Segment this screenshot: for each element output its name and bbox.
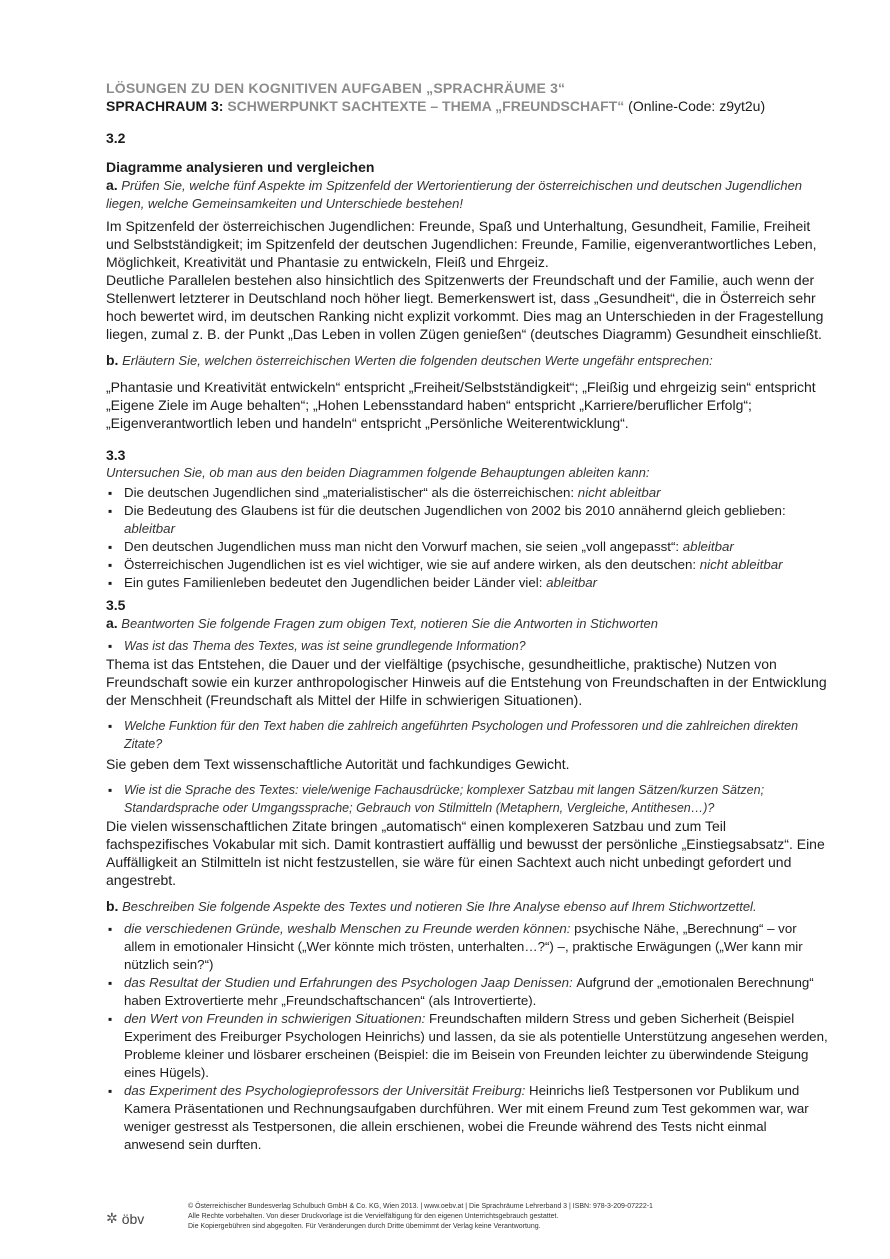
answer-paragraph: Sie geben dem Text wissenschaftliche Autorität und fachkundiges Gewicht. (106, 756, 570, 772)
copyright-line: © Österreichischer Bundesverlag Schulbuch GmbH & Co. KG, Wien 2013. | www.oebv.at | Die Sprachräume Lehrerband 3 | ISBN: 978-3-209-07222-1 (188, 1203, 653, 1210)
task-a (106, 176, 828, 213)
section-number-3-5: 3.5 (106, 597, 126, 613)
list-item (106, 538, 828, 556)
header-subtitle (106, 97, 828, 115)
claim-verdict: ableitbar (124, 521, 176, 536)
aspect-question: den Wert von Freunden in schwierigen Situationen: (124, 1011, 430, 1026)
task-text: Prüfen Sie, welche fünf Aspekte im Spitzenfeld der Wertorientierung der österreichischen und deutschen Jugendlichen liegen, welche Gemeinsamkeiten und Unterschiede bestehen! (106, 178, 803, 211)
page-content (106, 79, 828, 1154)
claim-text: Den deutschen Jugendlichen muss man nicht den Vorwurf machen, sie seien „voll angepasst“: (124, 539, 683, 554)
task-b (106, 351, 828, 370)
aspect-answer: Freundschaften mildern Stress und geben Sicherheit (Beispiel Experiment des Freiburger Psychologen Heinrichs) und lassen, da sie als potentielle Unterstützung angesehen werden, Probleme kleiner und lösbarer erscheinen (Beispiel: die im Beisein von Freunden leichter zu überwindende Steigung eines Hügels). (124, 1011, 828, 1080)
claim-verdict: nicht ableitbar (577, 485, 661, 500)
list-item (106, 1082, 828, 1154)
task-text: Beantworten Sie folgende Fragen zum obigen Text, notieren Sie die Antworten in Stichworten (117, 616, 658, 631)
section-number-3-3: 3.3 (106, 447, 126, 463)
aspect-question: das Resultat der Studien und Erfahrungen des Psychologen Jaap Denissen: (124, 975, 577, 990)
aspect-question: das Experiment des Psychologieprofessors der Universität Freiburg: (124, 1083, 529, 1098)
flower-icon: ✲ (106, 1210, 118, 1226)
task-label: a. (106, 177, 118, 193)
task-text: Beschreiben Sie folgende Aspekte des Textes und notieren Sie Ihre Analyse ebenso auf Ihrem Stichwortzettel. (118, 899, 757, 914)
task-label: b. (106, 898, 119, 914)
question-item: ▪ Was ist das Thema des Textes, was ist seine grundlegende Information? (106, 637, 828, 655)
list-item (106, 1010, 828, 1082)
claim-text: Die Bedeutung des Glaubens ist für die deutschen Jugendlichen von 2002 bis 2010 annähernd gleich geblieben: (124, 503, 786, 518)
task-text: Erläutern Sie, welchen österreichischen Werten die folgenden deutschen Werte ungefähr entsprechen: (118, 353, 713, 368)
list-item (106, 974, 828, 1010)
answer-paragraph: „Phantasie und Kreativität entwickeln“ entspricht „Freiheit/Selbstständigkeit“; „Fleißig und ehrgeizig sein“ entspricht „Eigene Ziele im Auge behalten“; „Hohen Lebensstandard haben“ entspricht „Karriere/beruflicher Erfolg“; „Eigenverantwortlich leben und handeln“ entspricht „Persönliche Weiterentwicklung“. (106, 379, 816, 431)
section-heading: Diagramme analysieren und vergleichen (106, 159, 375, 175)
aspect-answer: Heinrichs ließ Testpersonen vor Publikum und Kamera Präsentationen und Rechnungsaufgaben durchführen. Wer mit einem Freund zum Test gekommen war, war weniger gestresst als Testpersonen, die allein erschienen, wobei die Freunde während des Tests nicht einmal anwesend sein durften. (124, 1083, 809, 1152)
task-b (106, 897, 828, 916)
aspects-list (106, 920, 828, 1154)
list-item (106, 574, 828, 592)
claims-list (106, 484, 828, 592)
list-item (106, 556, 828, 574)
task-a (106, 614, 828, 633)
copyright-line: Die Kopiergebühren sind abgegolten. Für Veränderungen durch Dritte übernimmt der Verlag keine Verantwortung. (188, 1223, 541, 1230)
task-label: a. (106, 615, 118, 631)
aspect-answer: psychische Nähe, „Berechnung“ – vor allem in emotionaler Hinsicht („Wer könnte mich trösten, unterhalten…?“) –, praktische Erwägungen („Wer kann mir nützlich sein?“) (124, 921, 803, 972)
aspect-question: die verschiedenen Gründe, weshalb Menschen zu Freunde werden können: (124, 921, 575, 936)
answer-paragraph: Thema ist das Entstehen, die Dauer und der vielfältige (psychische, gesundheitliche, praktische) Nutzen von Freundschaft sowie ein kurzer anthropologischer Hinweis auf die Entstehung von Freundschaften in der Entwicklung der Menschheit (Freundschaft als Mittel der Hilfe in schwierigen Situationen). (106, 656, 827, 708)
publisher-logo (106, 1210, 144, 1227)
task-label: b. (106, 352, 119, 368)
answer-paragraph: Im Spitzenfeld der österreichischen Jugendlichen: Freunde, Spaß und Unterhaltung, Gesundheit, Familie, Freiheit und Selbstständigkeit; im Spitzenfeld der deutschen Jugendlichen: Freunde, Familie, eigenverantwortliches Leben, Möglichkeit, Kreativität und Phantasie zu entwickeln, Fleiß und Ehrgeiz. (106, 218, 817, 270)
copyright-line: Alle Rechte vorbehalten. Von dieser Druckvorlage ist die Vervielfältigung für den eigenen Unterrichtsgebrauch gestattet. (188, 1213, 559, 1220)
claim-text: Ein gutes Familienleben bedeutet den Jugendlichen beider Länder viel: (124, 575, 547, 590)
online-code: (Online-Code: z9yt2u) (624, 98, 766, 114)
claim-text: Die deutschen Jugendlichen sind „materialistischer“ als die österreichischen: (124, 485, 578, 500)
claim-verdict: ableitbar (546, 575, 598, 590)
list-item (106, 502, 828, 538)
copyright-notice (188, 1202, 828, 1232)
section-number-3-2: 3.2 (106, 130, 126, 146)
question-item: ▪ Wie ist die Sprache des Textes: viele/wenige Fachausdrücke; komplexer Satzbau mit langen Sätzen/kurzen Sätzen; Standardsprache oder Umgangssprache; Gebrauch von Stilmitteln (Metaphern, Vergleiche, Antithesen…)? (106, 781, 828, 817)
aspect-answer: Aufgrund der „emotionalen Berechnung“ haben Extrovertierte mehr „Freundschaftschancen“ (als Introvertierte). (124, 975, 814, 1008)
claim-text: Österreichischen Jugendlichen ist es viel wichtiger, wie sie auf andere wirken, als den deutschen: (124, 557, 700, 572)
header-prefix: SPRACHRAUM 3: (106, 98, 224, 114)
question-list (106, 781, 828, 817)
header-main: SCHWERPUNKT SACHTEXTE – THEMA „FREUNDSCHAFT“ (223, 98, 625, 114)
question-item: ▪ Welche Funktion für den Text haben die zahlreich angeführten Psychologen und Professoren und die zahlreichen direkten Zitate? (106, 717, 828, 753)
claim-verdict: ableitbar (682, 539, 734, 554)
claim-verdict: nicht ableitbar (699, 557, 783, 572)
answer-paragraph: Die vielen wissenschaftlichen Zitate bringen „automatisch“ einen komplexeren Satzbau und zum Teil fachspezifisches Vokabular mit sich. Damit kontrastiert auffällig und bewusst der persönliche „Einstiegsabsatz“. Eine Auffälligkeit an Stilmitteln ist nicht festzustellen, sie wäre für einen Sachtext auch nicht unbedingt gefordert und angestrebt. (106, 818, 825, 888)
list-item (106, 484, 828, 502)
logo-text: öbv (121, 1210, 145, 1227)
question-list (106, 637, 828, 655)
task-text: Untersuchen Sie, ob man aus den beiden Diagrammen folgende Behauptungen ableiten kann: (106, 465, 650, 480)
answer-paragraph: Deutliche Parallelen bestehen also hinsichtlich des Spitzenwerts der Freundschaft und der Familie, auch wenn der Stellenwert letzterer in Deutschland noch höher liegt. Bemerkenswert ist, dass „Gesundheit“, die in Österreich sehr hoch bewertet wird, im deutschen Ranking nicht explizit vorkommt. Dies mag an Unterschieden in der Fragestellung liegen, zumal z. B. der Punkt „Das Leben in vollen Zügen genießen“ (deutsches Diagramm) Gesundheit einschließt. (106, 272, 824, 342)
header-title: LÖSUNGEN ZU DEN KOGNITIVEN AUFGABEN „SPRACHRÄUME 3“ (106, 80, 566, 96)
question-list (106, 717, 828, 753)
list-item (106, 920, 828, 974)
